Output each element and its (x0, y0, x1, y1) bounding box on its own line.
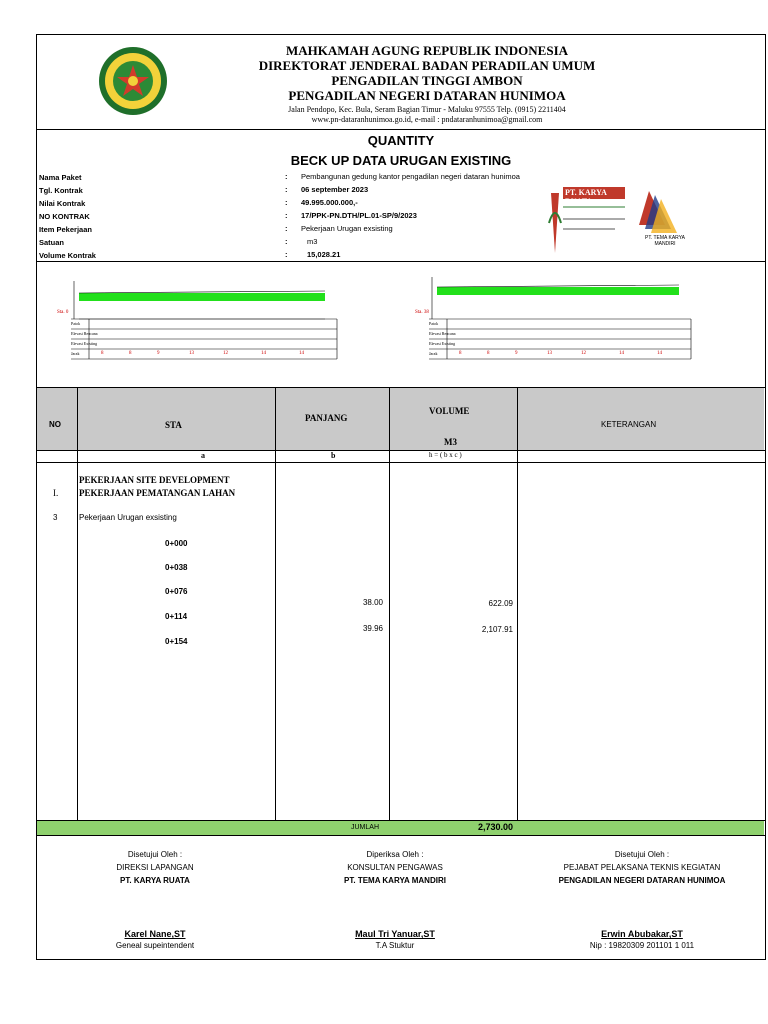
column-line (275, 388, 276, 836)
jarak-value: 13 (547, 351, 552, 356)
info-label: Volume Kontrak (39, 251, 96, 260)
karya-ruata-label: PT. KARYA RUATA (565, 188, 607, 206)
sig-name: Karel Nane,ST (124, 929, 186, 939)
jarak-value: 13 (189, 351, 194, 356)
header-line3: PENGADILAN TINGGI AMBON (331, 73, 523, 88)
header-address: Jalan Pendopo, Kec. Bula, Seram Bagian Timur - Maluku 97555 Telp. (0915) 2211404 (288, 105, 566, 114)
info-label: Nilai Kontrak (39, 199, 86, 208)
volume-value: 2,107.91 (481, 625, 513, 634)
sig-role: PEJABAT PELAKSANA TEKNIS KEGIATAN (563, 863, 721, 872)
section-title-1: PEKERJAAN SITE DEVELOPMENT (79, 475, 230, 485)
info-colon: : (285, 172, 288, 181)
profile-graph (71, 275, 359, 363)
station: 0+000 (165, 539, 188, 548)
station: 0+038 (165, 563, 188, 572)
volume-value: 622.09 (488, 599, 513, 608)
row-label: Jarak (429, 351, 438, 356)
info-label: NO KONTRAK (39, 212, 90, 221)
info-colon: : (285, 198, 288, 207)
jarak-value: 14 (299, 351, 304, 356)
info-value: 17/PPK-PN.DTH/PL.01-SP/9/2023 (301, 211, 417, 220)
sig-title: T.A Stuktur (375, 941, 415, 950)
info-label: Satuan (39, 238, 65, 247)
info-label: Tgl. Kontrak (39, 186, 83, 195)
karya-ruata-logo (545, 183, 627, 255)
sig-title: Geneal supeintendent (115, 941, 195, 950)
panjang-value: 39.96 (362, 624, 383, 633)
sub-h: h = ( b x c ) (429, 451, 462, 459)
table-subheader (37, 450, 764, 462)
info-colon: : (285, 185, 288, 194)
section-no: I. (53, 488, 59, 498)
row-label: Elevasi Existing (429, 341, 456, 346)
divider (37, 129, 765, 130)
item-label: Pekerjaan Urugan exsisting (79, 513, 177, 522)
sig-caption: Disetujui Oleh : (614, 850, 670, 859)
profile-drawing-sta38 (415, 275, 719, 363)
signature-block-pejabat (527, 850, 757, 950)
jarak-value: 12 (223, 351, 228, 356)
sig-role: DIREKSI LAPANGAN (116, 863, 194, 872)
info-value: 15,028.21 (307, 250, 341, 259)
header-line4: PENGADILAN NEGERI DATARAN HUNIMOA (288, 88, 566, 103)
col-keterangan: KETERANGAN (601, 420, 657, 429)
sig-org: PENGADILAN NEGERI DATARAN HUNIMOA (558, 876, 726, 885)
column-line (517, 388, 518, 836)
row-label: Jarak (71, 351, 80, 356)
row-label: Elevasi Rencana (71, 331, 98, 336)
sig-name: Maul Tri Yanuar,ST (355, 929, 435, 939)
row-label: Patok (71, 321, 81, 326)
info-label: Nama Paket (39, 173, 82, 182)
info-value: 49.995.000.000,- (301, 198, 358, 207)
jumlah-row (37, 820, 764, 835)
info-label: Item Pekerjaan (39, 225, 92, 234)
info-colon: : (285, 211, 288, 220)
section-title-2: PEKERJAAN PEMATANGAN LAHAN (79, 488, 236, 498)
header-line1: MAHKAMAH AGUNG REPUBLIK INDONESIA (285, 43, 569, 58)
info-colon: : (285, 224, 288, 233)
jarak-value: 14 (261, 351, 266, 356)
table-header (37, 388, 764, 450)
info-colon: : (285, 250, 288, 259)
sig-org: PT. TEMA KARYA MANDIRI (344, 876, 446, 885)
jarak-value: 8 (101, 351, 104, 356)
tema-karya-label: PT. TEMA KARYA MANDIRI (644, 235, 685, 247)
header-web: www.pn-dataranhunimoa.go.id, e-mail : pndataranhunimoa@gmail.com (311, 115, 543, 124)
divider (37, 261, 765, 262)
jarak-value: 8 (459, 351, 462, 356)
panjang-value: 38.00 (362, 598, 383, 607)
sig-role: KONSULTAN PENGAWAS (347, 863, 443, 872)
info-colon: : (285, 237, 288, 246)
jarak-value: 12 (581, 351, 586, 356)
info-value: Pembangunan gedung kantor pengadilan negeri dataran hunimoa (301, 172, 520, 181)
row-label: Patok (429, 321, 439, 326)
title-quantity: QUANTITY (367, 133, 435, 148)
info-value: m3 (307, 237, 318, 246)
sig-org: PT. KARYA RUATA (120, 876, 190, 885)
col-no: NO (49, 420, 61, 429)
station: 0+154 (165, 637, 188, 646)
jarak-value: 14 (619, 351, 624, 356)
profile-drawing-sta0 (57, 275, 359, 363)
info-value: 06 september 2023 (301, 185, 369, 194)
jarak-value: 8 (129, 351, 132, 356)
sig-caption: Diperiksa Oleh : (366, 850, 424, 859)
signature-block-direksi (65, 850, 245, 950)
row-label: Elevasi Existing (71, 341, 98, 346)
sub-a: a (201, 451, 205, 460)
title-main: BECK UP DATA URUGAN EXISTING (290, 153, 512, 168)
item-no: 3 (53, 513, 58, 522)
sub-b: b (331, 451, 336, 460)
column-line (389, 388, 390, 836)
sta-label: Sta. 38 (415, 310, 429, 315)
station: 0+076 (165, 587, 188, 596)
sig-caption: Disetujui Oleh : (127, 850, 183, 859)
sig-title: Nip : 19820309 201101 1 011 (589, 941, 695, 950)
signature-block-konsultan (305, 850, 485, 950)
divider (37, 462, 765, 463)
document-frame (36, 34, 766, 960)
row-label: Elevasi Rencana (429, 331, 456, 336)
station: 0+114 (165, 612, 188, 621)
profile-graph (429, 275, 719, 363)
column-line (77, 388, 78, 820)
sta-label: Sta. 0 (57, 310, 69, 315)
header-line2: DIREKTORAT JENDERAL BADAN PERADILAN UMUM (258, 58, 596, 73)
col-sta: STA (165, 420, 182, 430)
jumlah-value: 2,730.00 (477, 822, 513, 832)
divider (37, 835, 765, 836)
info-value: Pekerjaan Urugan exsisting (301, 224, 393, 233)
jarak-value: 9 (515, 351, 518, 356)
col-volume: VOLUME (429, 406, 470, 416)
jarak-value: 9 (157, 351, 160, 356)
tema-karya-logo (635, 185, 695, 255)
col-panjang: PANJANG (305, 413, 348, 423)
divider (37, 820, 765, 821)
jarak-value: 14 (657, 351, 662, 356)
col-volume-unit: M3 (444, 437, 457, 447)
jarak-value: 8 (487, 351, 490, 356)
divider (37, 450, 765, 451)
court-emblem-icon (97, 45, 169, 117)
sig-name: Erwin Abubakar,ST (601, 929, 683, 939)
jumlah-label: JUMLAH (351, 824, 380, 831)
